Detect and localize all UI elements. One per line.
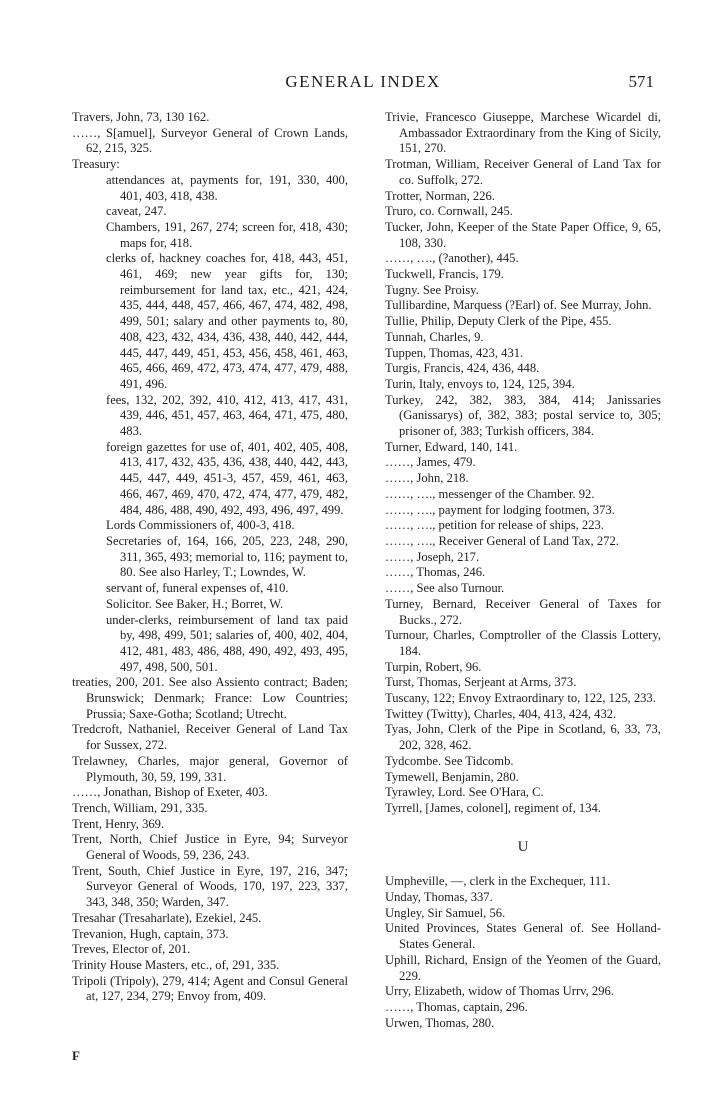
index-subentry: under-clerks, reimbursement of land tax paid by, 498, 499, 501; salaries of, 400, 402, 404, 412, 481, 483, 486, 488, 490, 492, 493, 495, 497, 498, 500, 501. [106,612,348,674]
index-entry: Trent, North, Chief Justice in Eyre, 94; Surveyor General of Woods, 59, 236, 243. [72,832,348,863]
index-entry: Trotman, William, Receiver General of Land Tax for co. Suffolk, 272. [385,157,661,187]
index-column-left [72,110,348,1005]
index-entry: Urry, Elizabeth, widow of Thomas Urrv, 296. [385,984,614,999]
index-entry: Tucker, John, Keeper of the State Paper Office, 9, 65, 108, 330. [385,219,661,250]
index-entry: Trotter, Norman, 226. [385,188,495,203]
index-entry: ……, See also Turnour. [385,581,505,596]
index-entry: Unday, Thomas, 337. [385,890,493,905]
index-entry: Tresahar (Tresaharlate), Ezekiel, 245. [72,910,262,925]
running-title: GENERAL INDEX [285,72,441,91]
index-entry: ……, John, 218. [385,471,469,486]
index-entry: Twittey (Twitty), Charles, 404, 413, 424, 432. [385,706,617,721]
index-subentry: foreign gazettes for use of, 401, 402, 405, 408, 413, 417, 432, 435, 436, 438, 440, 442, 443, 445, 447, 449, 451-3, 457, 459, 461, 463, 466, 467, 469, 470, 472, 474, 477, 479, 482, 484, 486, 488, 490, 492, 493, 496, 497, 499. [106,439,348,517]
index-entry: ……, Thomas, captain, 296. [385,999,528,1014]
index-entry: Trent, South, Chief Justice in Eyre, 197, 216, 347; Surveyor General of Woods, 170, 197, 223, 337, 343, 348, 350; Warden, 347. [72,863,348,910]
index-entry: Tugny. See Proisy. [385,282,479,297]
index-entry: United Provinces, States General of. See Holland-States General. [385,921,661,952]
index-entry: Tullie, Philip, Deputy Clerk of the Pipe, 455. [385,314,612,329]
index-entry: Turgis, Francis, 424, 436, 448. [385,361,540,376]
index-entry: Tripoli (Tripoly), 279, 414; Agent and Consul General at, 127, 234, 279; Envoy from, 409. [72,973,348,1004]
index-entry: Trelawney, Charles, major general, Governor of Plymouth, 30, 59, 199, 331. [72,753,348,784]
index-entry: Travers, John, 73, 130 162. [72,110,210,124]
index-entry: Turney, Bernard, Receiver General of Taxes for Bucks., 272. [385,596,661,627]
index-entry: ……, S[amuel], Surveyor General of Crown Lands, 62, 215, 325. [72,125,348,156]
index-subentry: Solicitor. See Baker, H.; Borret, W. [106,596,284,611]
index-subentry: Lords Commissioners of, 400-3, 418. [106,518,295,533]
index-entry: Tuckwell, Francis, 179. [385,267,504,282]
index-entry: Tyrrell, [James, colonel], regiment of, 134. [385,800,601,815]
index-entry: Tydcombe. See Tidcomb. [385,753,514,768]
index-entry: Ungley, Sir Samuel, 56. [385,905,506,920]
index-subentry: caveat, 247. [106,204,167,219]
index-entry: Trinity House Masters, etc., of, 291, 335. [72,957,280,972]
index-entry: Uphill, Richard, Ensign of the Yeomen of the Guard, 229. [385,952,661,983]
index-entry: ……, …., (?another), 445. [385,251,519,266]
index-entry: Turner, Edward, 140, 141. [385,439,518,454]
index-entry: Tullibardine, Marquess (?Earl) of. See Murray, John. [385,298,652,313]
index-entry: Trivie, Francesco Giuseppe, Marchese Wicardel di, Ambassador Extraordinary from the King of Sicily, 151, 270. [385,110,661,156]
index-entry: Turnour, Charles, Comptroller of the Classis Lottery, 184. [385,628,661,658]
index-entry: Tuscany, 122; Envoy Extraordinary to, 122, 125, 233. [385,691,656,706]
index-entry: ……, …., Receiver General of Land Tax, 272. [385,533,619,548]
index-column-right [385,110,661,1031]
section-letter-heading: U [517,838,529,855]
index-entry: ……, Jonathan, Bishop of Exeter, 403. [72,785,268,800]
index-entry: Umpheville, —, clerk in the Exchequer, 111. [385,874,611,889]
page-header [0,72,726,104]
index-subentry: attendances at, payments for, 191, 330, 400, 401, 403, 418, 438. [106,172,348,203]
index-entry: Turpin, Robert, 96. [385,659,482,674]
index-entry: Tyrawley, Lord. See O'Hara, C. [385,785,544,800]
index-entry: ……, …., messenger of the Chamber. 92. [385,486,595,501]
index-subentry: Secretaries of, 164, 166, 205, 223, 248, 290, 311, 365, 493; memorial to, 116; payment to, 80. See also Harley, T.; Lowndes, W. [106,533,348,580]
index-entry: Treasury: [72,157,120,172]
index-entry: ……, …., petition for release of ships, 223. [385,518,604,533]
index-entry: Tunnah, Charles, 9. [385,329,484,344]
index-entry: Tyas, John, Clerk of the Pipe in Scotland, 6, 33, 73, 202, 328, 462. [385,722,661,753]
index-subentry: servant of, funeral expenses of, 410. [106,581,289,596]
index-entry: Urwen, Thomas, 280. [385,1015,495,1030]
index-entry: Treves, Elector of, 201. [72,942,191,957]
index-entry: Trench, William, 291, 335. [72,800,208,815]
index-entry: ……, Thomas, 246. [385,565,486,580]
index-entry: Tuppen, Thomas, 423, 431. [385,345,524,360]
index-subentry: clerks of, hackney coaches for, 418, 443, 451, 461, 469; new year gifts for, 130; reimbursement for land tax, etc., 421, 424, 435, 444, 448, 457, 466, 467, 474, 482, 498, 499, 501; salary and other payments to, 80, 408, 423, 432, 434, 436, 438, 440, 442, 444, 445, 447, 449, 451, 453, 456, 458, 461, 463, 465, 466, 469, 472, 473, 474, 477, 479, 488, 491, 496. [106,251,348,391]
index-subentry: Chambers, 191, 267, 274; screen for, 418, 430; maps for, 418. [106,219,348,250]
page-number: 571 [628,72,654,91]
index-entry: Turkey, 242, 382, 383, 384, 414; Janissaries (Ganissarys) of, 382, 383; postal service to, 305; prisoner of, 383; Turkish officers, 384. [385,392,661,439]
index-entry: ……, …., payment for lodging footmen, 373. [385,502,615,517]
index-entry: Tredcroft, Nathaniel, Receiver General of Land Tax for Sussex, 272. [72,722,348,753]
index-entry: ……, Joseph, 217. [385,549,480,564]
index-entry: treaties, 200, 201. See also Assiento contract; Baden; Brunswick; Denmark; France: Low Countries; Prussia; Saxe-Gotha; Scotland; Utrecht. [72,675,348,721]
index-entry: Turst, Thomas, Serjeant at Arms, 373. [385,675,577,690]
index-entry: Trent, Henry, 369. [72,816,165,831]
index-entry: Tymewell, Benjamin, 280. [385,769,519,784]
index-subentry: fees, 132, 202, 392, 410, 412, 413, 417, 431, 439, 446, 451, 457, 463, 464, 471, 475, 480, 483. [106,392,348,439]
index-entry: Turin, Italy, envoys to, 124, 125, 394. [385,376,575,391]
index-entry: Trevanion, Hugh, captain, 373. [72,926,229,941]
index-entry: Truro, co. Cornwall, 245. [385,204,513,219]
signature-mark: F [72,1048,80,1063]
index-entry: ……, James, 479. [385,455,476,470]
